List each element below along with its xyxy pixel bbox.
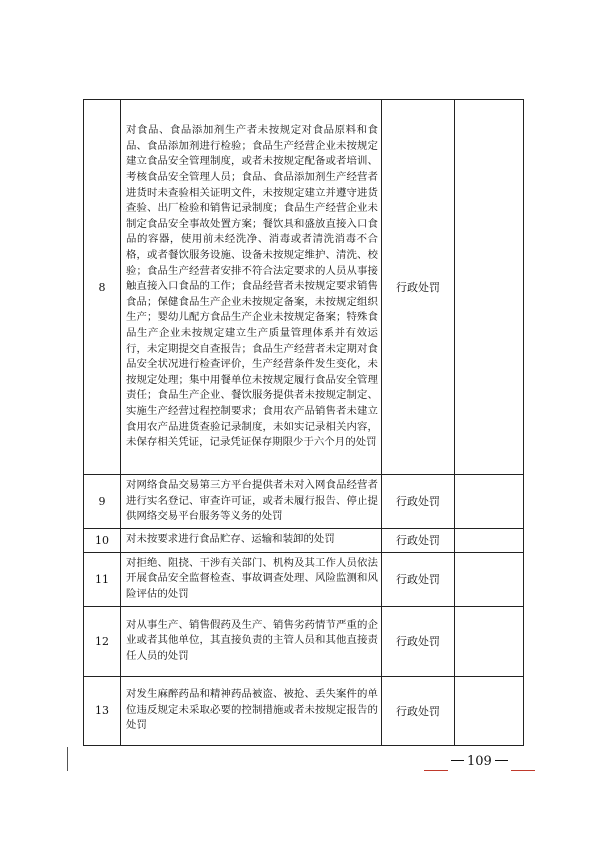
row-type: 行政处罚 (382, 606, 455, 676)
red-underline-right (511, 770, 535, 771)
row-description: 对发生麻醉药品和精神药品被盗、被抢、丢失案件的单位违反规定未采取必要的控制措施或者未按规定报告的处罚 (121, 676, 382, 745)
table-row (84, 100, 524, 475)
left-margin-rule (67, 747, 68, 771)
row-number: 13 (84, 676, 121, 745)
row-type: 行政处罚 (382, 528, 455, 552)
dash-left (451, 760, 464, 761)
row-blank-cell (455, 475, 524, 529)
row-description: 对网络食品交易第三方平台提供者未对入网食品经营者进行实名登记、审查许可证，或者未履行报告、停止提供网络交易平台服务等义务的处罚 (121, 475, 382, 529)
table-row (84, 676, 524, 745)
row-number: 9 (84, 475, 121, 529)
table-row (84, 475, 524, 529)
table-row (84, 552, 524, 606)
row-description: 对从事生产、销售假药及生产、销售劣药情节严重的企业或者其他单位，其直接负责的主管人员和其他直接责任人员的处罚 (121, 606, 382, 676)
row-description: 对食品、食品添加剂生产者未按规定对食品原料和食品、食品添加剂进行检验；食品生产经营企业未按规定建立食品安全管理制度，或者未按规定配备或者培训、考核食品安全管理人员；食品、食品添加剂生产经营者进货时未查验相关证明文件，未按规定建立并遵守进货查验、出厂检验和销售记录制度；食品生产经营企业未制定食品安全事故处置方案；餐饮具和盛放直接入口食品的容器，使用前未经洗净、消毒或者清洗消毒不合格，或者餐饮服务设施、设备未按规定维护、清洗、校验；食品生产经营者安排不符合法定要求的人员从事接触直接入口食品的工作；食品经营者未按规定要求销售食品；保健食品生产企业未按规定备案，未按规定组织生产；婴幼儿配方食品生产企业未按规定备案；特殊食品生产企业未按规定建立生产质量管理体系并有效运行，未定期提交自查报告；食品生产经营者未定期对食品安全状况进行检查评价，生产经营条件发生变化，未按规定处理；集中用餐单位未按规定履行食品安全管理责任；食品生产企业、餐饮服务提供者未按规定制定、实施生产经营过程控制要求；食用农产品销售者未建立食用农产品进货查验记录制度，未如实记录相关内容，未保存相关凭证，记录凭证保存期限少于六个月的处罚 (121, 100, 382, 475)
row-number: 12 (84, 606, 121, 676)
row-blank-cell (455, 606, 524, 676)
row-description: 对未按要求进行食品贮存、运输和装卸的处罚 (121, 528, 382, 552)
row-blank-cell (455, 528, 524, 552)
row-description: 对拒绝、阻挠、干涉有关部门、机构及其工作人员依法开展食品安全监督检查、事故调查处理、风险监测和风险评估的处罚 (121, 552, 382, 606)
row-type: 行政处罚 (382, 676, 455, 745)
table-row (84, 528, 524, 552)
row-blank-cell (455, 100, 524, 475)
row-blank-cell (455, 552, 524, 606)
row-number: 10 (84, 528, 121, 552)
row-blank-cell (455, 676, 524, 745)
dash-right (495, 760, 508, 761)
red-underline-left (424, 770, 448, 771)
page-number: 109 (467, 754, 492, 769)
page-footer (424, 752, 524, 772)
table-row (84, 606, 524, 676)
row-type: 行政处罚 (382, 552, 455, 606)
row-number: 11 (84, 552, 121, 606)
row-type: 行政处罚 (382, 475, 455, 529)
penalty-table (83, 99, 524, 746)
row-number: 8 (84, 100, 121, 475)
row-type: 行政处罚 (382, 100, 455, 475)
